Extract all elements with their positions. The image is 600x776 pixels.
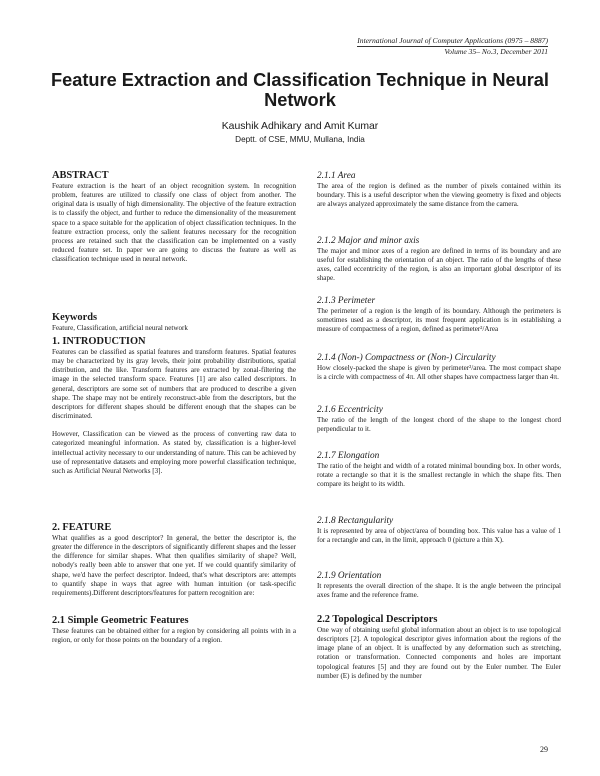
introduction-section	[52, 336, 296, 476]
journal-name: International Journal of Computer Applications (0975 – 8887)	[357, 36, 548, 45]
authors: Kaushik Adhikary and Amit Kumar	[221, 121, 379, 132]
compactness-text: How closely-packed the shape is given by perimeter²/area. The most compact shape is a circle with compactness of 4π. All other shapes have compactness larger than 4π.	[317, 364, 561, 382]
elongation-section	[317, 451, 561, 489]
eccentricity-section	[317, 405, 561, 434]
introduction-paragraph-1: Features can be classified as spatial features and transform features. Spatial features may be characterized by its gray levels, their joint probability distributions, spatial distribution, and the like. Transform features are extracted by zonal-filtering the image in the selected transform space. Features [1] are also called descriptors. In general, descriptors are some set of numbers that are produced to describe a given shape. The shape may not be entirely reconstruct-able from the descriptors, but the descriptors for different shapes should be different enough that the shapes can be discriminated.	[52, 348, 296, 421]
abstract-heading: ABSTRACT	[52, 170, 109, 181]
perimeter-heading: 2.1.3 Perimeter	[317, 296, 376, 306]
compactness-heading: 2.1.4 (Non-) Compactness or (Non-) Circularity	[317, 353, 496, 363]
elongation-heading: 2.1.7 Elongation	[317, 451, 380, 461]
rectangularity-text: It is represented by area of object/area of bounding box. This value has a value of 1 for a rectangle and can, in the limit, approach 0 (picture a thin X).	[317, 527, 561, 545]
topological-text: One way of obtaining useful global information about an object is to use topological descriptors [2]. A topological descriptor gives information about the regions of the image plane of an object. It is unaffected by any deformation such as stretching, rotation or transformation. Connected components and holes are important topological features [5] and they are found out by the Euler number. The Euler number (E) is defined by the number	[317, 626, 561, 680]
feature-heading: 2. FEATURE	[52, 522, 112, 533]
topological-section	[317, 614, 561, 681]
journal-header	[357, 36, 548, 56]
area-section	[317, 171, 561, 209]
area-text: The area of the region is defined as the number of pixels contained within its boundary. This is a useful descriptor when the viewing geometry is fixed and objects are always analyzed approximately the same distance from the camera.	[317, 182, 561, 209]
keywords-section	[52, 312, 296, 333]
volume-info: Volume 35– No.3, December 2011	[444, 47, 548, 56]
axes-heading: 2.1.2 Major and minor axis	[317, 236, 420, 246]
orientation-section	[317, 571, 561, 600]
orientation-text: It represents the overall direction of the shape. It is the angle between the principal axes frame and the reference frame.	[317, 582, 561, 600]
simple-geometric-section	[52, 615, 296, 645]
introduction-paragraph-2: However, Classification can be viewed as the process of converting raw data to categorized meaningful information. As stated by, classification is a higher-level intellectual activity necessary to our understanding of nature. This can be achieved by use of representative datasets and employing more powerful classification technique, such as Artificial Neural Networks [3].	[52, 430, 296, 475]
abstract-text: Feature extraction is the heart of an object recognition system. In recognition problem, features are utilized to classify one class of object from another. The original data is usually of high dimensionality. The objective of the feature extraction is to classify the object, and further to reduce the dimensionality of the measurement space to a space suitable for the application of object classification techniques. In the feature extraction process, only the salient features necessary for the recognition process are retained such that the classification can be implemented on a vastly reduced feature set. In paper we are going to discuss the feature as well as classification technique used in neural network.	[52, 182, 296, 264]
paper-title: Feature Extraction and Classification Technique in Neural Network	[51, 70, 549, 110]
perimeter-section	[317, 296, 561, 334]
keywords-text: Feature, Classification, artificial neural network	[52, 324, 188, 332]
perimeter-text: The perimeter of a region is the length of its boundary. Although the perimeters is sometimes used as a descriptor, its most frequent application is in establishing a measure of compactness of a region, defined as perimeter²/Area	[317, 307, 561, 334]
feature-section	[52, 522, 296, 598]
elongation-text: The ratio of the height and width of a rotated minimal bounding box. In other words, rotate a rectangle so that it is the smallest rectangle in which the shape fits. Then compare its height to its width.	[317, 462, 561, 489]
simple-geometric-text: These features can be obtained either for a region by considering all points with in a region, or only for those points on the boundary of a region.	[52, 627, 296, 645]
axes-section	[317, 236, 561, 284]
abstract-section	[52, 170, 296, 264]
area-heading: 2.1.1 Area	[317, 171, 356, 181]
axes-text: The major and minor axes of a region are defined in terms of its boundary and are useful for establishing the orientation of an object. The ratio of the lengths of these axes, called eccentricity of the region, is also an important global descriptor of its shape.	[317, 247, 561, 283]
affiliation: Deptt. of CSE, MMU, Mullana, India	[235, 135, 365, 144]
rectangularity-heading: 2.1.8 Rectangularity	[317, 516, 394, 526]
eccentricity-text: The ratio of the length of the longest chord of the shape to the longest chord perpendicular to it.	[317, 416, 561, 434]
feature-text: What qualifies as a good descriptor? In general, the better the descriptor is, the greater the difference in the descriptors of significantly different shapes and the lesser the difference for similar shapes. What then qualifies similarity of shape? Well, nobody's really been able to answer that one yet. If we could quantify similarity of shape, we'd have the perfect descriptor. Indeed, that's what descriptors are: attempts to quantify shape in ways that agree with human intuition (or task-specific requirements).Different descriptors/features for pattern recognition are:	[52, 534, 296, 597]
eccentricity-heading: 2.1.6 Eccentricity	[317, 405, 383, 415]
introduction-heading: 1. INTRODUCTION	[52, 336, 146, 347]
orientation-heading: 2.1.9 Orientation	[317, 571, 382, 581]
compactness-section	[317, 353, 561, 382]
topological-heading: 2.2 Topological Descriptors	[317, 614, 438, 625]
rectangularity-section	[317, 516, 561, 545]
keywords-heading: Keywords	[52, 312, 98, 323]
simple-geometric-heading: 2.1 Simple Geometric Features	[52, 615, 189, 626]
page-number: 29	[540, 745, 548, 754]
